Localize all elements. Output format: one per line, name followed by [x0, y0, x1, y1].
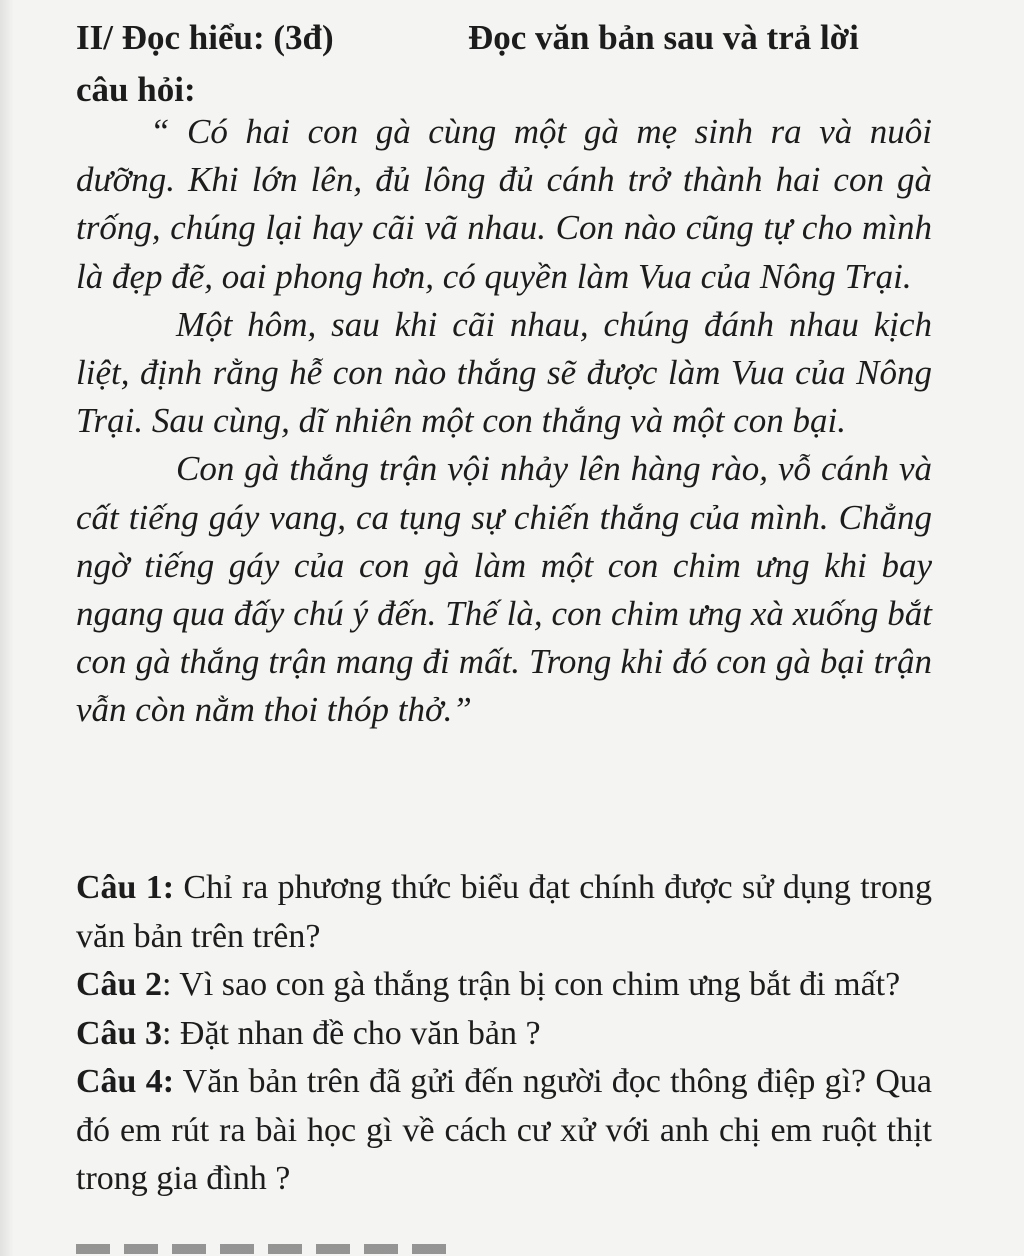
question-3 — [76, 1010, 932, 1059]
question-2-text: : Vì sao con gà thắng trận bị con chim ưng bắt đi mất? — [161, 966, 901, 1003]
passage-paragraph-2: Một hôm, sau khi cãi nhau, chúng đánh nhau kịch liệt, định rằng hễ con nào thắng sẽ được làm Vua của Nông Trại. Sau cùng, dĩ nhiên một con thắng và một con bại. — [76, 304, 932, 441]
question-1 — [76, 864, 932, 961]
question-list — [76, 864, 932, 1204]
question-4 — [76, 1058, 932, 1204]
instruction-text: Đọc văn bản sau và trả lời — [468, 18, 859, 57]
cut-off-text-line — [76, 1244, 456, 1254]
page-edge-shadow — [0, 0, 14, 1256]
instruction-text-continued: câu hỏi: — [76, 70, 196, 109]
reading-passage — [76, 108, 932, 735]
question-4-text: Văn bản trên đã gửi đến người đọc thông điệp gì? Qua đó em rút ra bài học gì về cách cư xử với anh chị em ruột thịt trong gia đình ? — [76, 1063, 932, 1197]
passage-paragraph-1: “ Có hai con gà cùng một gà mẹ sinh ra và nuôi dưỡng. Khi lớn lên, đủ lông đủ cánh trở thành hai con gà trống, chúng lại hay cãi vã nhau. Con nào cũng tự cho mình là đẹp đẽ, oai phong hơn, có quyền làm Vua của Nông Trại. — [76, 112, 932, 296]
question-3-text: : Đặt nhan đề cho văn bản ? — [161, 1014, 541, 1052]
section-heading — [76, 12, 934, 109]
passage-paragraph-3: Con gà thắng trận vội nhảy lên hàng rào, vỗ cánh và cất tiếng gáy vang, ca tụng sự chiến thắng của mình. Chẳng ngờ tiếng gáy của con gà làm một con chim ưng khi bay ngang qua đấy chú ý đến. Thế là, con chim ưng xà xuống bắt con gà thắng trận mang đi mất. Trong khi đó con gà bại trận vẫn còn nằm thoi thóp thở.” — [76, 449, 932, 730]
question-1-label: Câu 1: — [76, 869, 175, 906]
question-3-label: Câu 3 — [76, 1014, 162, 1052]
question-4-label: Câu 4: — [76, 1063, 175, 1100]
question-1-text: Chỉ ra phương thức biểu đạt chính được sử dụng trong văn bản trên trên? — [76, 869, 932, 955]
section-title: II/ Đọc hiểu: (3đ) — [76, 18, 334, 57]
question-2-label: Câu 2 — [76, 966, 162, 1003]
question-2 — [76, 961, 932, 1010]
